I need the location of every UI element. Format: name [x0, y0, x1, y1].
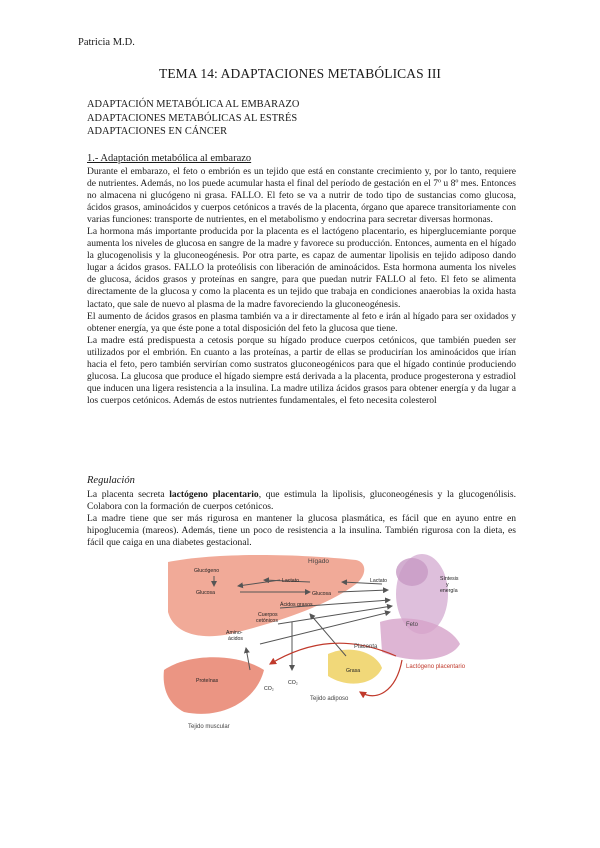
label-co2-1: CO₂ [264, 686, 274, 692]
label-fetus: Feto [406, 622, 419, 628]
label-synthesis-2: y [446, 582, 449, 588]
author-header: Patricia M.D. [78, 37, 135, 48]
paragraph: La madre está predispuesta a cetosis porque su hígado produce cuerpos cetónicos, que también pueden ser utilizados por el embrión. En cuanto a las proteínas, a partir de ellas se producirían los aminoácidos que irían hacia el feto, pero también servirían como sustratos gluconeogénicos para que el hígado continúe produciendo glucosa. La glucosa que produce el hígado siempre está derivada a la placenta, produce progesterona y estradiol que inducen una ligera resistencia a la insulina. La madre utiliza ácidos grasos para obtener energía y da lugar a los cuerpos cetónicos. Además de estos nutrientes fundamentales, el feto necesita colesterol [87, 334, 516, 406]
paragraph: La hormona más importante producida por la placenta es el lactógeno placentario, es hiperglucemiante porque aumenta los niveles de glucosa en sangre de la madre y favorece su producción. Entonces, aumenta en el hígado la glucogenolisis y la gluconeogénesis. Por otra parte, es capaz de aumentar lipolisis en tejido adiposo dando lugar a ácidos grasos. FALLO la proteólisis con liberación de aminoácidos. Esta hormona aumenta los niveles de glucosa, ácidos grasos y proteínas en sangre, para que puedan nutrir FALLO al feto. El feto se alimenta directamente de la glucosa y como la placenta es un tejido que trabaja en condiciones anaerobias la oxida hasta lactato, que sale de nuevo al plasma de la madre favoreciendo la gluconeogénesis. [87, 226, 516, 310]
subsection-heading: Regulación [87, 475, 135, 486]
label-glycogen: Glucógeno [194, 568, 220, 574]
section-heading: 1.- Adaptación metabólica al embarazo [87, 153, 252, 164]
bold-term: lactógeno placentario [169, 489, 259, 500]
topic-item: ADAPTACIONES EN CÁNCER [87, 126, 228, 137]
adipose-shape [328, 650, 382, 684]
regulation-body [87, 489, 516, 549]
label-amino-acids-1: Amino- [226, 630, 243, 636]
label-ketone-bodies-2: cetónicos [256, 618, 278, 624]
label-synthesis-3: energía [440, 588, 458, 594]
page-title: TEMA 14: ADAPTACIONES METABÓLICAS III [158, 66, 442, 81]
label-lactate: Lactato [282, 578, 300, 584]
topic-item: ADAPTACIÓN METABÓLICA AL EMBARAZO [87, 99, 300, 110]
text-run: , que estimula la lipolisis, gluconeogénesis y la glucogenólisis. Colabora con la formación de cuerpos cetónicos. [87, 489, 516, 513]
paragraph: El aumento de ácidos grasos en plasma también va a ir directamente al feto e irán al hígado para ser oxidados y obtener energía, ya que éste pone a total disposición del feto la glucosa que tiene. [87, 310, 516, 334]
label-ketone-bodies-1: Cuerpos [258, 612, 278, 618]
arrow [310, 614, 346, 656]
metabolism-diagram [160, 552, 475, 757]
fetus-head-shape [396, 558, 428, 586]
label-placenta: Placenta [354, 644, 378, 650]
label-fatty-acids: Ácidos grasos [280, 602, 313, 608]
label-muscle-tissue: Tejido muscular [188, 724, 230, 730]
section-body [87, 166, 516, 407]
topic-item: ADAPTACIONES METABÓLICAS AL ESTRÉS [87, 112, 298, 124]
topic-list [87, 98, 299, 139]
paragraph: Durante el embarazo, el feto o embrión es un tejido que está en constante crecimiento y, por lo tanto, requiere de nutrientes. Además, no los puede acumular hasta el final del período de gestación en el 7º u 8º mes. Entonces no almacena ni glucógeno ni grasa. FALLO. El feto se va a nutrir de todo tipo de sustancias como glucosa, ácidos grasos, aminoácidos y cuerpos cetónicos a través de la placenta, órgano que aparece transitoriamente con varias funciones: transporte de nutrientes, en el metabolismo y endocrina para secretar diversas hormonas. [87, 166, 516, 226]
label-proteins: Proteínas [196, 678, 219, 684]
label-placental-lactogen: Lactógeno placentario [406, 664, 466, 670]
paragraph [87, 489, 516, 513]
label-adipose-tissue: Tejido adiposo [310, 696, 349, 702]
label-synthesis-1: Síntesis [440, 576, 459, 582]
label-glucose-liver: Glucosa [196, 590, 216, 596]
label-glucose-center: Glucosa [312, 591, 332, 597]
label-lactate-fetus: Lactato [370, 578, 388, 584]
label-amino-acids-2: ácidos [228, 636, 243, 642]
label-liver: Hígado [308, 558, 329, 565]
placenta-shape [380, 618, 460, 659]
text-run: La placenta secreta [87, 489, 170, 500]
label-co2-2: CO₂ [288, 680, 298, 686]
label-fat: Grasa [346, 668, 361, 674]
paragraph: La madre tiene que ser más rigurosa en mantener la glucosa plasmática, es fácil que en ayuno entre en hipoglucemia (mareos). Además, tiene un poco de resistencia a la insulina. También rigurosa con la dieta, es fácil que caiga en una diabetes gestacional. [87, 513, 516, 549]
